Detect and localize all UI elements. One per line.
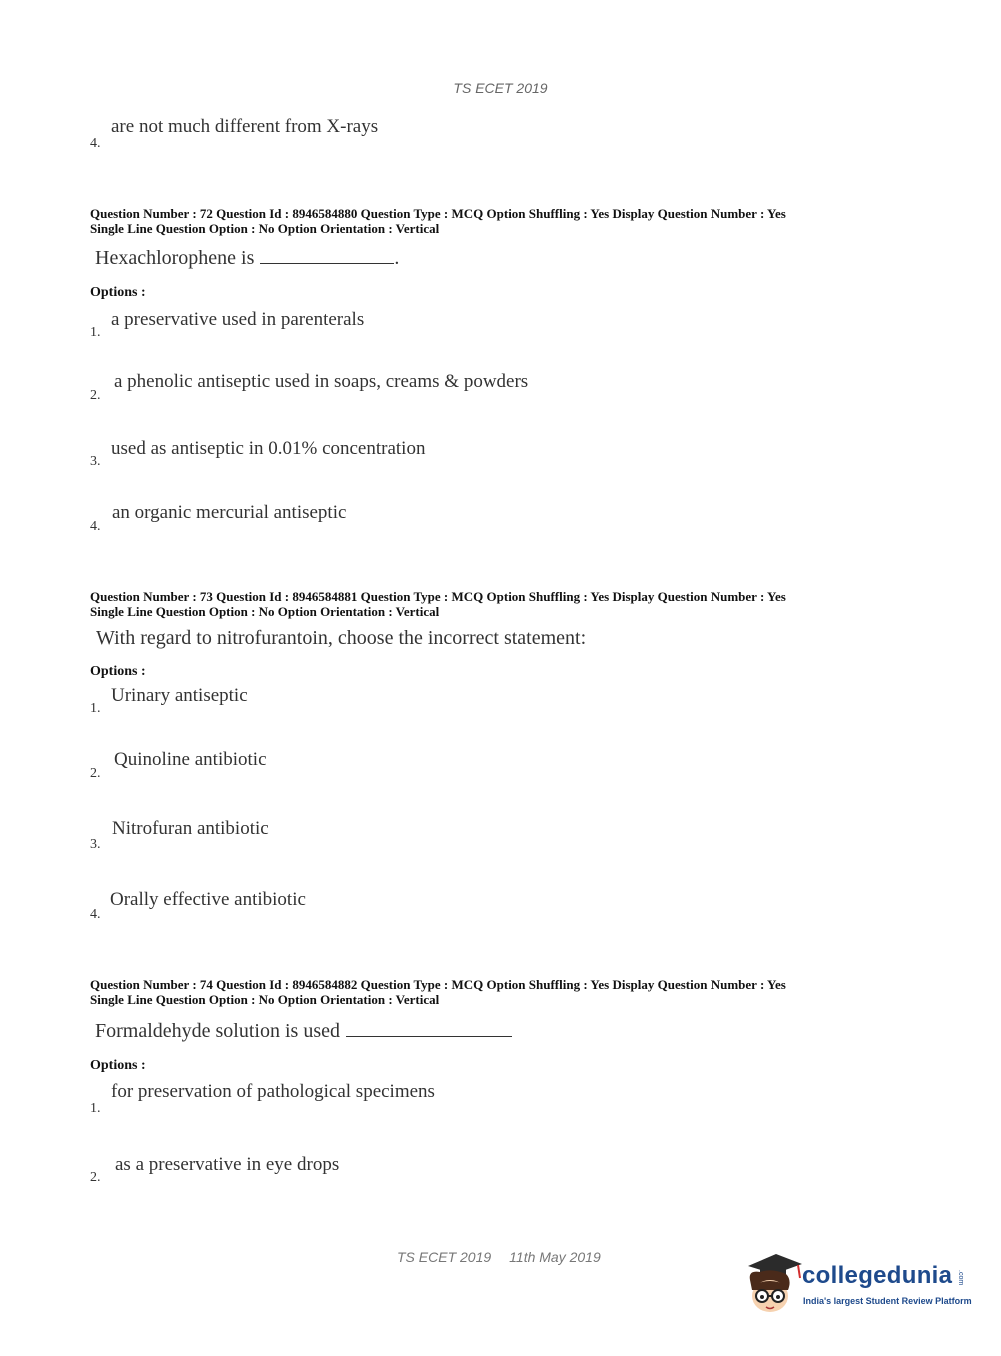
answer-blank — [346, 1035, 512, 1037]
question-meta-line2: Single Line Question Option : No Option Orientation : Vertical — [90, 604, 440, 619]
question-text — [95, 1020, 512, 1043]
question-meta-line1: Question Number : 72 Question Id : 8946584880 Question Type : MCQ Option Shuffling : Yes Display Question Number : Yes — [90, 206, 786, 221]
logo-domain: .com — [957, 1270, 964, 1286]
question-meta-line2: Single Line Question Option : No Option Orientation : Vertical — [90, 221, 440, 236]
option-text: Orally effective antibiotic — [110, 889, 306, 910]
options-label: Options : — [90, 285, 146, 300]
question-text-label: Hexachlorophene is — [95, 247, 255, 269]
page-footer — [397, 1249, 601, 1265]
option-number: 1. — [90, 701, 101, 716]
answer-blank — [260, 262, 394, 264]
option-number: 1. — [90, 325, 101, 340]
option-number: 3. — [90, 454, 101, 469]
question-text — [95, 247, 399, 270]
option-text: for preservation of pathological specimens — [111, 1081, 435, 1102]
mascot-icon — [742, 1250, 802, 1320]
option-text: a phenolic antiseptic used in soaps, creams & powders — [114, 371, 529, 392]
option-text: Urinary antiseptic — [111, 685, 248, 706]
question-meta-line2: Single Line Question Option : No Option Orientation : Vertical — [90, 992, 440, 1007]
option-number: 2. — [90, 766, 101, 781]
options-label: Options : — [90, 1058, 146, 1073]
question-text-label: Formaldehyde solution is used — [95, 1020, 340, 1042]
footer-date: 11th May 2019 — [509, 1249, 601, 1265]
option-number: 3. — [90, 837, 101, 852]
question-suffix: . — [394, 247, 400, 269]
prev-option-text: are not much different from X-rays — [111, 116, 379, 137]
options-label: Options : — [90, 664, 146, 679]
logo-tagline: India's largest Student Review Platform — [803, 1296, 972, 1306]
footer-exam: TS ECET 2019 — [397, 1249, 492, 1265]
page-header: TS ECET 2019 — [453, 80, 548, 96]
question-meta — [90, 977, 786, 1007]
option-number: 4. — [90, 519, 101, 534]
option-number: 4. — [90, 907, 101, 922]
collegedunia-logo — [742, 1250, 972, 1320]
option-number: 2. — [90, 388, 101, 403]
question-meta-line1: Question Number : 73 Question Id : 8946584881 Question Type : MCQ Option Shuffling : Yes Display Question Number : Yes — [90, 589, 786, 604]
logo-name: collegedunia — [802, 1262, 953, 1289]
question-meta — [90, 206, 786, 236]
option-text: used as antiseptic in 0.01% concentration — [111, 438, 426, 459]
prev-option-number: 4. — [90, 136, 101, 151]
option-text: Quinoline antibiotic — [114, 749, 267, 770]
option-text: as a preservative in eye drops — [115, 1154, 340, 1175]
question-text: With regard to nitrofurantoin, choose the incorrect statement: — [96, 627, 587, 649]
option-text: a preservative used in parenterals — [111, 309, 365, 330]
option-number: 2. — [90, 1170, 101, 1185]
option-text: an organic mercurial antiseptic — [112, 502, 347, 523]
question-meta-line1: Question Number : 74 Question Id : 8946584882 Question Type : MCQ Option Shuffling : Yes Display Question Number : Yes — [90, 977, 786, 992]
option-text: Nitrofuran antibiotic — [112, 818, 269, 839]
question-meta — [90, 589, 786, 619]
option-number: 1. — [90, 1101, 101, 1116]
